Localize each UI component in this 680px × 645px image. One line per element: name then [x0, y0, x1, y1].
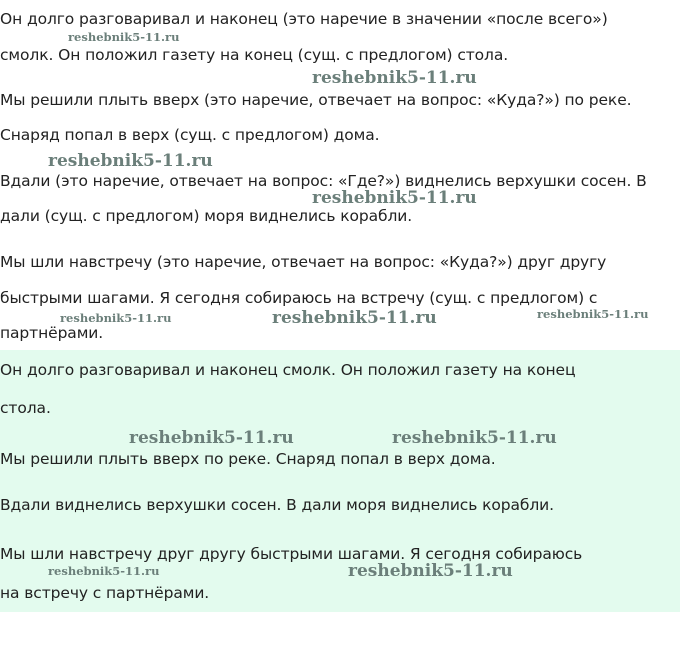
- task-line-7: Мы шли навстречу (это наречие, отвечает на вопрос: «Куда?») друг другу: [0, 253, 607, 271]
- watermark: reshebnik5-11.ru: [537, 307, 649, 321]
- task-line-9: партнёрами.: [0, 324, 104, 342]
- watermark: reshebnik5-11.ru: [68, 30, 180, 44]
- answer-line-5: Мы шли навстречу друг другу быстрыми шагами. Я сегодня собираюсь: [0, 545, 583, 563]
- watermark: reshebnik5-11.ru: [48, 151, 213, 171]
- task-line-8: быстрыми шагами. Я сегодня собираюсь на встречу (сущ. с предлогом) с: [0, 289, 598, 307]
- answer-line-2: стола.: [0, 399, 51, 417]
- task-line-3: Мы решили плыть вверх (это наречие, отвечает на вопрос: «Куда?») по реке.: [0, 91, 632, 109]
- watermark: reshebnik5-11.ru: [60, 311, 172, 325]
- answer-line-3: Мы решили плыть вверх по реке. Снаряд попал в верх дома.: [0, 450, 496, 468]
- watermark: reshebnik5-11.ru: [48, 564, 160, 578]
- task-line-4: Снаряд попал в верх (сущ. с предлогом) дома.: [0, 126, 380, 144]
- answer-line-4: Вдали виднелись верхушки сосен. В дали моря виднелись корабли.: [0, 496, 554, 514]
- watermark: reshebnik5-11.ru: [129, 428, 294, 448]
- watermark: reshebnik5-11.ru: [312, 188, 477, 208]
- answer-line-1: Он долго разговаривал и наконец смолк. Он положил газету на конец: [0, 361, 576, 379]
- watermark: reshebnik5-11.ru: [392, 428, 557, 448]
- task-line-6: дали (сущ. с предлогом) моря виднелись корабли.: [0, 207, 413, 225]
- task-line-1: Он долго разговаривал и наконец (это наречие в значении «после всего»): [0, 10, 608, 28]
- answer-line-6: на встречу с партнёрами.: [0, 584, 210, 602]
- task-line-5: Вдали (это наречие, отвечает на вопрос: «Где?») виднелись верхушки сосен. В: [0, 172, 647, 190]
- watermark: reshebnik5-11.ru: [348, 561, 513, 581]
- task-line-2: смолк. Он положил газету на конец (сущ. с предлогом) стола.: [0, 46, 509, 64]
- watermark: reshebnik5-11.ru: [312, 68, 477, 88]
- watermark: reshebnik5-11.ru: [272, 308, 437, 328]
